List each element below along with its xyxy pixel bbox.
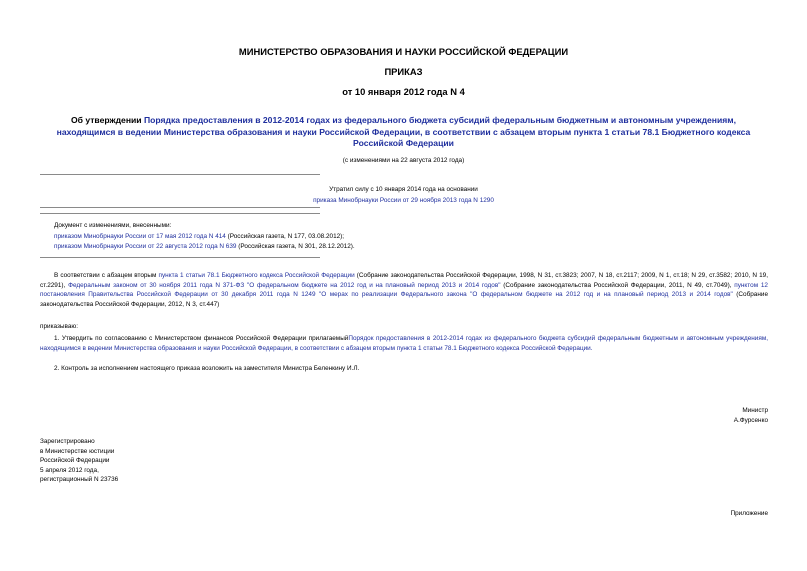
budget-code-link[interactable]: пункта 1 статьи 78.1 Бюджетного кодекса Российской Федерации xyxy=(158,272,355,279)
registration-line: Зарегистрировано xyxy=(40,438,95,445)
divider xyxy=(40,174,320,175)
divider xyxy=(40,207,320,208)
changes-intro: Документ с изменениями, внесенными: xyxy=(54,222,172,229)
doc-title xyxy=(45,115,762,150)
registration-line: 5 апреля 2012 года, xyxy=(40,466,99,474)
text-span: (Собрание законодательства Российской Федерации, 2012, N 3, ст.447) xyxy=(40,291,768,308)
government-resolution-link[interactable]: пунктом 12 постановления Правительства Российской Федерации от 30 декабря 2011 года N 1249 "О мерах по реализации Федерального закона "О федеральном бюджете на 2012 год и на плановый период 2013 и 2014 годов" xyxy=(40,281,768,299)
text-span: 1. Утвердить по согласованию с Министерством финансов Российской Федерации прилагаемый xyxy=(54,335,349,342)
preamble-paragraph xyxy=(40,271,768,309)
changes-item xyxy=(54,242,355,252)
doc-type: ПРИКАЗ xyxy=(384,66,423,77)
appendix-label: Приложение xyxy=(730,510,768,517)
changes-item-rest: (Российская газета, N 177, 03.08.2012); xyxy=(225,233,345,240)
registration-line: Российской Федерации xyxy=(40,457,110,465)
clause-2: 2. Контроль за исполнением настоящего приказа возложить на заместителя Министра Беленкину И.Л. xyxy=(54,365,360,372)
text-span: (Собрание законодательства Российской Федерации, 1998, N 31, ст.3823; 2007, N 18, ст.2117; 2009, N 1, ст.18; N 29, ст.3582; 2010, N 19, ст.2291), xyxy=(40,272,768,289)
changes-item-link[interactable]: приказом Минобрнауки России от 22 августа 2012 года N 639 xyxy=(54,243,237,250)
procedure-link[interactable]: Порядок предоставления в 2012-2014 годах из федерального бюджета субсидий федеральным бюджетным и автономным учреждениям, находящимся в ведении Министерства образования и науки Российской Федерации, в соответствии с абзацем вторым пункта 1 статьи 78.1 Бюджетного кодекса Российской Федерации. xyxy=(40,335,768,352)
text-span: (Собрание законодательства Российской Федерации, 2011, N 49, ст.7049), xyxy=(500,281,735,289)
registration-block xyxy=(40,437,118,485)
doc-date-number: от 10 января 2012 года N 4 xyxy=(342,86,465,97)
expired-link[interactable]: приказа Минобрнауки России от 29 ноября 2013 года N 1290 xyxy=(313,197,494,204)
changes-item-rest: (Российская газета, N 301, 28.12.2012). xyxy=(236,243,355,250)
signature-position: Министр xyxy=(742,407,768,414)
federal-law-link[interactable]: Федеральным законом от 30 ноября 2011 года N 371-ФЗ "О федеральном бюджете на 2012 год и на плановый период 2013 и 2014 годов" xyxy=(68,281,501,289)
divider xyxy=(40,257,320,258)
text-span: В соответствии с абзацем вторым xyxy=(54,272,159,279)
changes-item xyxy=(54,232,344,242)
ministry-heading: МИНИСТЕРСТВО ОБРАЗОВАНИЯ И НАУКИ РОССИЙСКОЙ ФЕДЕРАЦИИ xyxy=(238,46,569,57)
title-prefix: Об утверждении xyxy=(70,115,144,125)
registration-line: в Министерстве юстиции xyxy=(40,447,115,455)
title-link[interactable]: Порядка предоставления в 2012-2014 годах из федерального бюджета субсидий федеральным бюджетным и автономным учреждениям, находящимся в ведении Министерства образования и науки Российской Федерации, в соответствии с абзацем вторым пункта 1 статьи 78.1 Бюджетного кодекса Российской Федерации xyxy=(56,115,751,149)
clause-1 xyxy=(40,334,768,353)
registration-line: регистрационный N 23736 xyxy=(40,476,119,484)
signature-name: А.Фурсенко xyxy=(733,417,768,424)
amendments-note: (с изменениями на 22 августа 2012 года) xyxy=(342,157,465,164)
expired-note: Утратил силу с 10 января 2014 года на основании xyxy=(329,186,478,193)
order-word: приказываю: xyxy=(40,323,78,330)
changes-item-link[interactable]: приказом Минобрнауки России от 17 мая 2012 года N 414 xyxy=(54,233,226,240)
divider xyxy=(40,213,320,214)
